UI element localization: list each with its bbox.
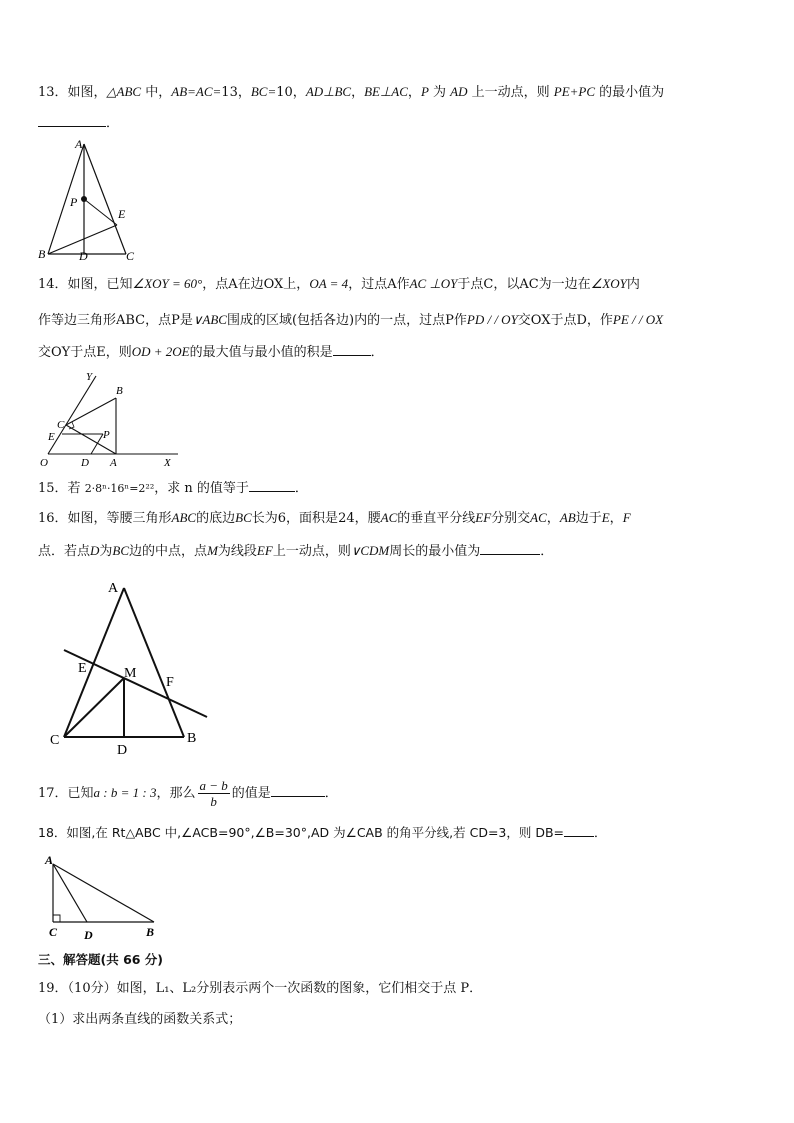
q14-line3: 交OY于点E，则OD + 2OE的最大值与最小值的积是 ． xyxy=(38,344,384,360)
q16-blank[interactable] xyxy=(480,542,540,555)
q14-label-c: C xyxy=(57,419,65,431)
q16-label-c: C xyxy=(50,733,60,748)
q14-label-y: Y xyxy=(86,371,93,383)
q16-line2: 点．若点D为BC边的中点，点M为线段EF上一动点，则∨CDM周长的最小值为 ． xyxy=(38,543,554,559)
q19-line: 19．（10分）如图，L₁、L₂分别表示两个一次函数的图象，它们相交于点 P． xyxy=(38,981,483,996)
q14-line2: 作等边三角形ABC，点P是∨ABC围成的区域(包括各边)内的一点，过点P作PD / / OY交OX于点D，作PE / / OX xyxy=(38,312,664,328)
q14-figure xyxy=(36,370,186,470)
q13-figure xyxy=(36,136,146,262)
q14-label-e: E xyxy=(48,431,55,443)
q18-label-a: A xyxy=(45,853,54,867)
q13-blank[interactable] xyxy=(38,114,106,127)
q17-blank[interactable] xyxy=(271,784,325,797)
q15-line: 15．若 2·8ⁿ·16ⁿ=2²²，求 n 的值等于 ． xyxy=(38,481,308,496)
q16-label-m: M xyxy=(124,666,137,681)
q18-blank[interactable] xyxy=(564,824,594,837)
q18-label-b: B xyxy=(146,925,155,939)
q13-label-d: D xyxy=(79,249,88,263)
section-heading: 三、解答题(共 66 分) xyxy=(38,952,164,967)
q13-answer-line: ． xyxy=(38,114,119,132)
q14-label-a: A xyxy=(110,457,117,469)
q14-label-p: P xyxy=(103,429,110,441)
q13-label-e: E xyxy=(118,207,126,221)
q13-label-c: C xyxy=(126,249,135,263)
q18-label-d: D xyxy=(84,928,93,942)
q13-label-p: P xyxy=(70,195,78,209)
q14-label-x: X xyxy=(164,457,171,469)
q13-line: 13．如图，△ABC 中，AB=AC=13，BC=10，AD⊥BC，BE⊥AC，P 为 AD 上一动点，则 PE+PC 的最小值为 xyxy=(38,84,665,100)
q18-label-c: C xyxy=(49,925,58,939)
q14-label-o: O xyxy=(40,457,48,469)
q14-blank[interactable] xyxy=(333,343,371,356)
q16-label-a: A xyxy=(108,581,119,596)
q13-label-b: B xyxy=(38,247,46,261)
q16-line1: 16．如图，等腰三角形ABC的底边BC长为6，面积是24，腰AC的垂直平分线EF分别交AC，AB边于E，F xyxy=(38,510,631,526)
q14-line1: 14．如图，已知∠XOY = 60°，点A在边OX上，OA = 4，过点A作AC ⊥OY于点C，以AC为一边在∠XOY内 xyxy=(38,276,640,292)
q18-figure xyxy=(40,852,170,944)
q16-label-e: E xyxy=(78,661,87,676)
q14-label-d: D xyxy=(81,457,89,469)
q13-label-a: A xyxy=(75,137,83,151)
q18-line: 18．如图,在 Rt△ABC 中,∠ACB=90°,∠B=30°,AD 为∠CAB 的角平分线,若 CD=3，则 DB= ． xyxy=(38,825,607,840)
q17-fraction: $\frac{a - b}{b}$ xyxy=(199,778,228,809)
q16-label-d: D xyxy=(117,743,128,758)
q15-blank[interactable] xyxy=(249,479,295,492)
q14-label-b: B xyxy=(116,385,123,397)
q16-label-f: F xyxy=(166,675,174,690)
q16-label-b: B xyxy=(187,731,197,746)
q17-line: 17．已知a : b = 1 : 3，那么 $\frac{a - b}{b}$ 的值是 ． xyxy=(38,778,338,809)
q19-sub1: （1）求出两条直线的函数关系式； xyxy=(38,1012,242,1027)
q16-figure xyxy=(44,574,219,764)
